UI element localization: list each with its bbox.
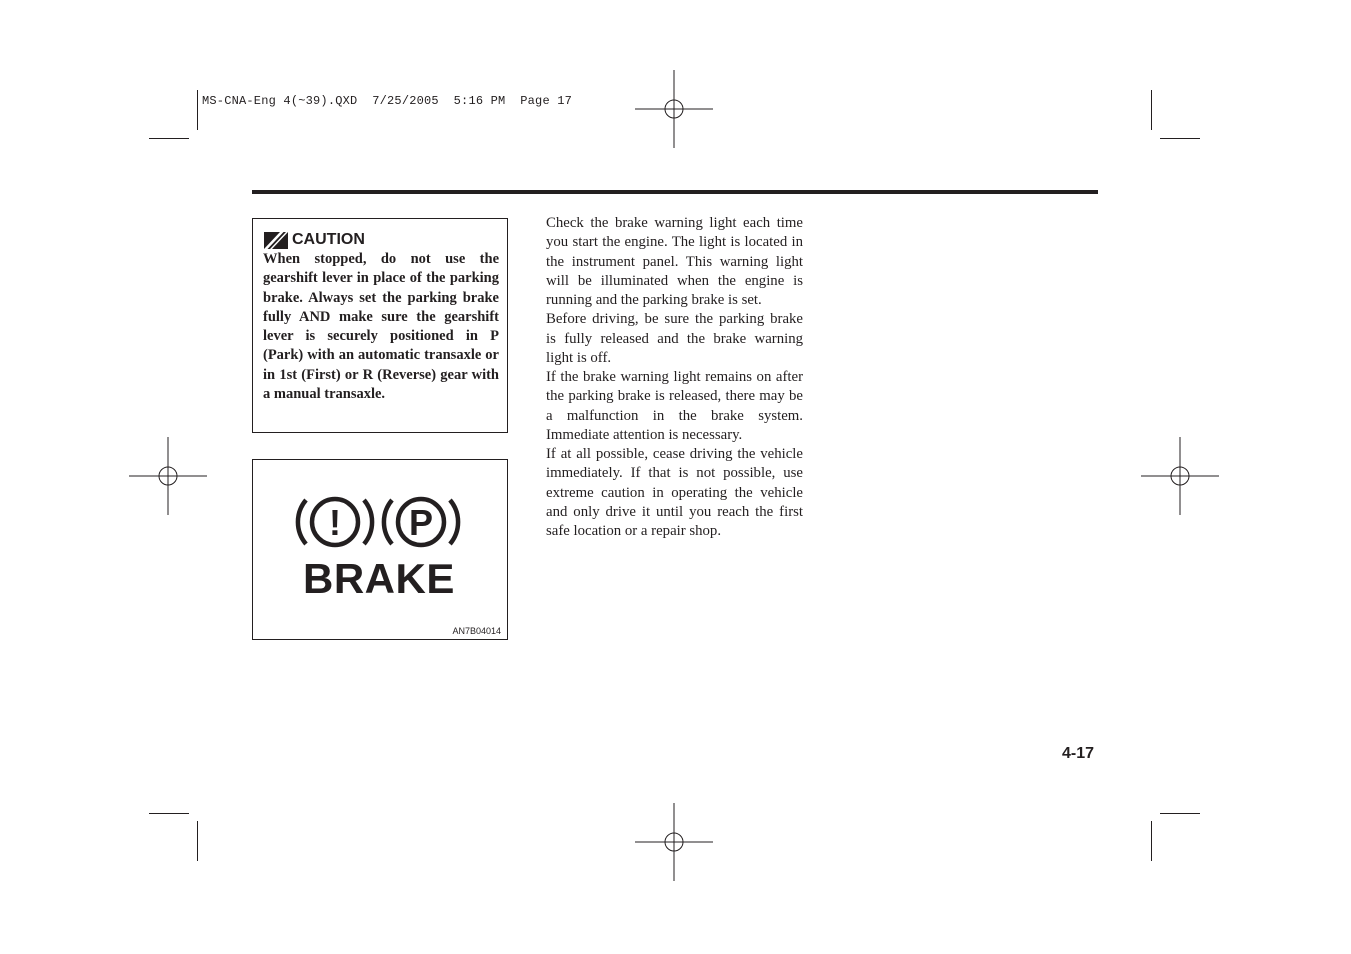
paragraph: Before driving, be sure the parking brake is fully released and the brake warning light is off. bbox=[546, 311, 803, 366]
crop-mark-bottom-right-v bbox=[1151, 821, 1152, 861]
caution-icon bbox=[264, 232, 288, 249]
parking-p-icon bbox=[384, 499, 458, 545]
brake-word: BRAKE bbox=[303, 555, 455, 602]
caution-heading: CAUTION bbox=[292, 231, 365, 248]
paragraph: If the brake warning light remains on after the parking brake is released, there may be a malfunction in the brake system. Immediate attention is necessary. bbox=[546, 369, 803, 443]
caution-heading-row bbox=[264, 231, 365, 249]
registration-mark-left bbox=[129, 437, 207, 515]
paragraph: Check the brake warning light each time you start the engine. The light is located in the instrument panel. This warning light will be illuminated when the engine is running and the parking brake is set. bbox=[546, 215, 803, 308]
registration-mark-right bbox=[1141, 437, 1219, 515]
crop-mark-top-left-v bbox=[197, 90, 198, 130]
brake-light-figure bbox=[252, 459, 508, 640]
registration-mark-bottom bbox=[635, 803, 713, 881]
crop-mark-bottom-left-v bbox=[197, 821, 198, 861]
registration-mark-top bbox=[635, 70, 713, 148]
caution-box bbox=[252, 218, 508, 433]
brake-symbols bbox=[253, 460, 509, 560]
figure-code: AN7B04014 bbox=[452, 626, 501, 636]
caution-text: When stopped, do not use the gearshift lever in place of the parking brake. Always set the parking brake fully AND make sure the gearshift lever is securely positioned in P (Park) with an automatic transaxle or in 1st (First) or R (Reverse) gear with a manual transaxle. bbox=[263, 251, 499, 403]
body-text bbox=[546, 214, 803, 541]
crop-mark-top-right-h bbox=[1160, 138, 1200, 139]
header-rule bbox=[252, 190, 1098, 194]
crop-mark-bottom-left-h bbox=[149, 813, 189, 814]
crop-mark-bottom-right-h bbox=[1160, 813, 1200, 814]
page-number: 4-17 bbox=[1062, 745, 1095, 762]
paragraph: If at all possible, cease driving the vehicle immediately. If that is not possible, use extreme caution in operating the vehicle and only drive it until you reach the first safe location or a repair shop. bbox=[546, 446, 803, 539]
warning-exclamation-icon bbox=[298, 499, 372, 545]
p-glyph: P bbox=[408, 502, 434, 543]
crop-mark-top-right-v bbox=[1151, 90, 1152, 130]
crop-mark-top-left-h bbox=[149, 138, 189, 139]
print-slug: MS-CNA-Eng 4(~39).QXD 7/25/2005 5:16 PM Page 17 bbox=[202, 94, 573, 108]
exclamation-glyph: ! bbox=[329, 502, 341, 543]
